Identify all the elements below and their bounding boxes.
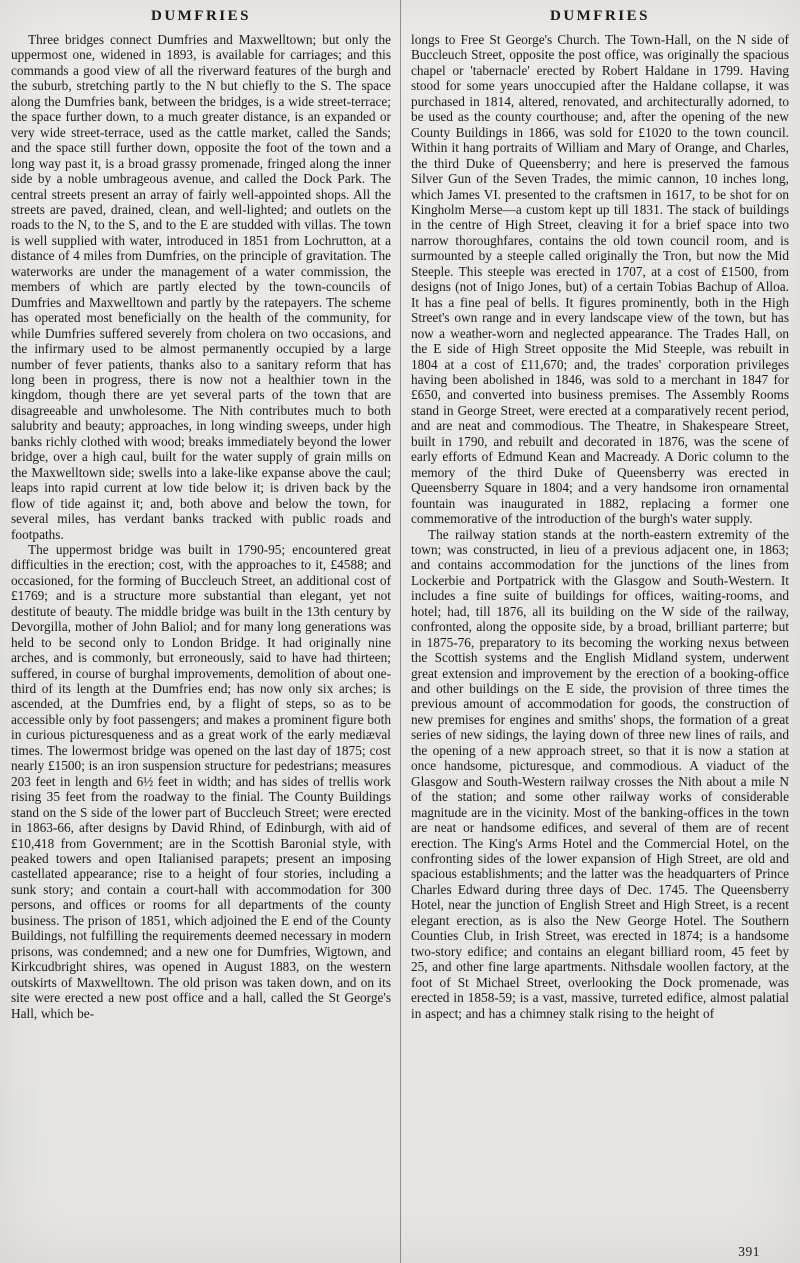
paragraph-townhall-continuation: longs to Free St George's Church. The Town-Hall, on the N side of Buccleuch Street, opposite the post office, was originally the spacious chapel or 'tabernacle' erected by Robert Haldane in 1799. Having stood for some years unoccupied after the Haldane collapse, it was purchased in 1814, altered, renovated, and architecturally adorned, to be used as the county courthouse; and, after the opening of the new County Buildings in 1866, was sold for £1020 to the town council. Within it hang portraits of William and Mary of Orange, and Charles, the third Duke of Queensberry; and here is preserved the famous Silver Gun of the Seven Trades, the mimic cannon, 10 inches long, which James VI. presented to the craftsmen in 1617, to be shot for on Kingholm Merse—a custom kept up till 1831. The stack of buildings in the centre of High Street, cleaving it for a brief space into two narrow thoroughfares, contains the old town council room, and is surmounted by a steeple called originally the Tron, but now the Mid Steeple. This steeple was erected in 1707, at a cost of £1500, from designs (not of Inigo Jones, but) of a certain Tobias Bachup of Alloa. It has a fine peal of bells. It figures prominently, both in the High Street's own range and in every landscape view of the town, but has now a weather-worn and neglected appearance. The Trades Hall, on the E side of High Street opposite the Mid Steeple, was rebuilt in 1804 at a cost of £11,670; and, the trades' corporation privileges having been abolished in 1846, was sold to a merchant in 1847 for £650, and converted into business premises. The Assembly Rooms stand in George Street, were erected at a comparatively recent period, and are neat and commodious. The Theatre, in Shakespeare Street, built in 1790, and rebuilt and decorated in 1876, was the scene of early efforts of Edmund Kean and Macready. A Doric column to the memory of the third Duke of Queensberry was erected in Queensberry Square in 1804; and a very handsome iron ornamental fountain was inaugurated in 1882, replacing a former one commemorative of the introduction of the burgh's water supply. <box>411 32 789 527</box>
left-column-header: DUMFRIES <box>150 8 251 24</box>
paragraph-railway-station: The railway station stands at the north-eastern extremity of the town; was constructed, in lieu of a previous adjacent one, in 1863; and contains accommodation for the junctions of the lines from Lockerbie and Portpatrick with the Glasgow and South-Western. It includes a fine suite of buildings for offices, waiting-rooms, and hotel; had, till 1876, all its building on the W side of the railway, confronted, along the opposite side, by a broad, brilliant parterre; but in 1875-76, preparatory to its becoming the working nexus between the Scottish systems and the English Midland system, underwent great extension and improvement by the erection of a booking-office and other buildings on the E side, the provision of three times the previous amount of accommodation for goods, the construction of new premises for engines and smiths' shops, the formation of a great series of new sidings, the laying down of three new lines of rails, and the opening of a new approach street, so that it is now a station at once handsome, picturesque, and commodious. A viaduct of the Glasgow and South-Western railway crosses the Nith about a mile N of the station; and some other railway works of considerable magnitude are in the vicinity. Most of the banking-offices in the town are neat or handsome edifices, and several of them are of recent erection. The King's Arms Hotel and the Commercial Hotel, on the confronting sides of the lower expansion of High Street, are old and spacious establishments; and the latter was the headquarters of Prince Charles Edward during three days of Dec. 1745. The Queensberry Hotel, near the junction of English Street and High Street, is a recent elegant erection, as is also the New George Hotel. The Southern Counties Club, in Irish Street, was erected in 1874; is a handsome two-story edifice; and contains an elegant billiard room, 45 feet by 25, and other fine large apartments. Nithsdale woollen factory, at the foot of St Michael Street, overlooking the Dock promenade, was erected in 1858-59; is a vast, massive, turreted edifice, almost palatial in aspect; and has a chimney stalk rising to the height of <box>411 526 789 1021</box>
page-number: 391 <box>738 1244 760 1259</box>
right-column-header: DUMFRIES <box>549 8 650 24</box>
paragraph-bridges-buildings: The uppermost bridge was built in 1790-95; encountered great difficulties in the erection; cost, with the approaches to it, £4588; and occasioned, for the forming of Buccleuch Street, an additional cost of £1769; and is a structure more substantial than elegant, yet not destitute of beauty. The middle bridge was built in the 13th century by Devorgilla, mother of John Baliol; and for many long generations was held to be second only to London Bridge. It had originally nine arches, and is commonly, but erroneously, said to have had thirteen; suffered, in course of burghal improvements, demolition of about one-third of its length at the Dumfries end; has now only six arches; is ascended, at the Dumfries end, by a flight of steps, so as to be accessible only by foot passengers; and makes a prominent figure both in curious picturesqueness and as a great work of the early mediæval times. The lowermost bridge was opened on the last day of 1875; cost nearly £1500; is an iron suspension structure for pedestrians; measures 203 feet in length and 6½ feet in width; and has sides of trellis work rising 35 feet from the roadway to the finial. The County Buildings stand on the S side of the lower part of Buccleuch Street; were erected in 1863-66, after designs by David Rhind, of Edinburgh, with aid of £10,418 from Government; are in the Scottish Baronial style, with peaked towers and open Italianised parapets; present an imposing castellated appearance; rise to a height of four stories, including a sunk story; and contain a court-hall with accommodation for 300 persons, and offices or rooms for all departments of the county business. The prison of 1851, which adjoined the E end of the County Buildings, not fulfilling the requirements deemed necessary in modern prisons, was condemned; and a new one for Dumfries, Wigtown, and Kirkcudbright shires, was opened in August 1883, on the western outskirts of Maxwelltown. The old prison was taken down, and on its site were erected a new post office and a hall, called the St George's Hall, which be- <box>11 541 391 1021</box>
paragraph-bridges-overview: Three bridges connect Dumfries and Maxwelltown; but only the uppermost one, widened in 1893, is available for carriages; and this commands a good view of all the riverward features of the burgh and the suburb, stretching partly to the N but chiefly to the S. The space along the Dumfries bank, between the bridges, is a wide street-terrace; the space further down, to a much greater distance, is an expanded or very wide street-terrace, used as the cattle market, called the Sands; and the space still further down, opposite the foot of the town and a long way past it, is a broad grassy promenade, fringed along the inner side by a noble umbrageous avenue, and called the Dock Park. The central streets present an array of fairly well-appointed shops. All the streets are paved, drained, clean, and well-lighted; and outlets on the roads to the N, to the S, and to the E are studded with villas. The town is well supplied with water, introduced in 1851 from Lochrutton, at a distance of 4 miles from Dumfries, on the principle of gravitation. The waterworks are under the management of a water commission, the members of which are partly elected by the town-councils of Dumfries and Maxwelltown and partly by the ratepayers. The scheme has operated most beneficially on the health of the community, for while Dumfries suffered severely from cholera on two occasions, and the infirmary used to be almost permanently occupied by a large number of fever patients, thanks also to a sanitary reform that has long been in progress, there is now not a healthier town in the kingdom, though there are yet several parts of the town that are disagreeable and unwholesome. The Nith contributes much to both salubrity and beauty; approaches, in long winding sweeps, under high banks richly clothed with wood; breaks immediately beyond the lower bridge, over a high caul, built for the water supply of grain mills on the Maxwelltown side; swells into a lake-like expanse above the caul; leaps into rapid current at low tide below it; is driven back by the flow of tide against it; and, both above and below the town, for several miles, has verdant banks tracked with public roads and footpaths. <box>11 32 391 542</box>
right-column <box>400 0 800 1263</box>
